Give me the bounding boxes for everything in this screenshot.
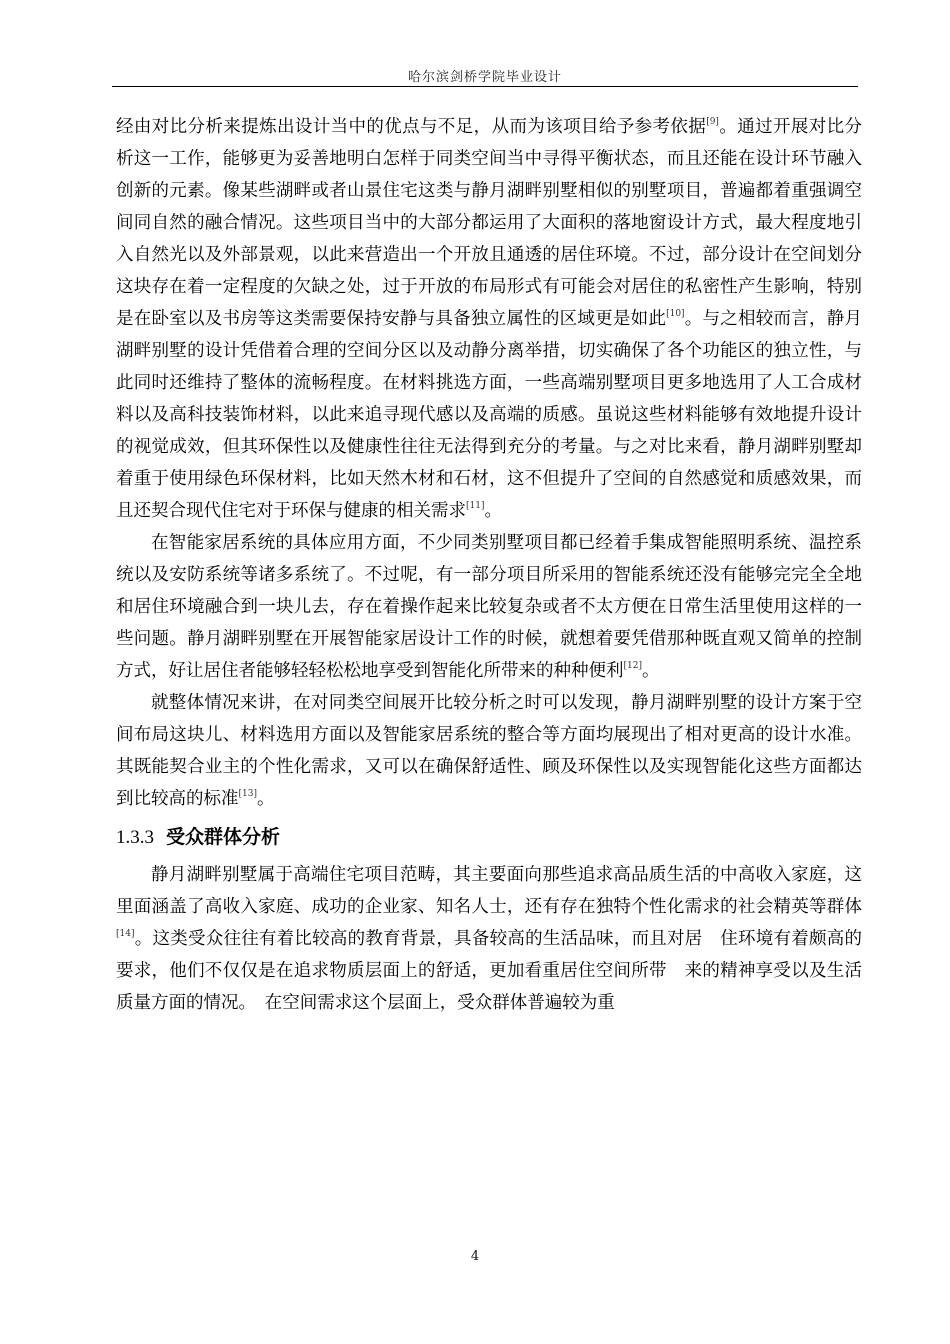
- citation-marker: [11]: [466, 501, 485, 511]
- paragraph-text: 。与之相较而言，静月湖畔别墅的设计凭借着合理的空间分区以及动静分离举措，切实确保了各个功能区的独立性，与此同时还维持了整体的流畅程度。在材料挑选方面，一些高端别墅项目更多地选用了人工合成材料以及高科技装饰材料，以此来追寻现代感以及高端的质感。虽说这些材料能够有效地提升设计的视觉成效，但其环保性以及健康性往往无法得到充分的考量。与之对比来看，静月湖畔别墅却着重于使用绿色环保材料，比如天然木材和石材，这不但提升了空间的自然感觉和质感效果，而且还契合现代住宅对于环保与健康的相关需求: [116, 309, 863, 521]
- section-title: 受众群体分析: [166, 826, 281, 848]
- citation-marker: [13]: [238, 789, 257, 799]
- paragraph-text: 。: [484, 501, 502, 521]
- paragraph-text: 经由对比分析来提炼出设计当中的优点与不足，从而为该项目给予参考依据: [116, 117, 707, 137]
- paragraph-audience-analysis: [116, 859, 862, 1019]
- section-number: 1.3.3: [116, 827, 154, 848]
- paragraph-text: 。: [256, 789, 275, 809]
- running-header: 哈尔滨剑桥学院毕业设计: [407, 70, 562, 85]
- paragraph-comparison-analysis: [116, 111, 862, 527]
- header-rule: [112, 86, 858, 87]
- citation-marker: [9]: [706, 117, 719, 127]
- body-text: [116, 111, 862, 1019]
- paragraph-text: 在智能家居系统的具体应用方面，不少同类别墅项目都已经着手集成智能照明系统、温控系统以及安防系统等诸多系统了。不过呢，有一部分项目所采用的智能系统还没有能够完完全全地和居住环境融合到一块儿去，存在着操作起来比较复杂或者不太方便在日常生活里使用这样的一些问题。静月湖畔别墅在开展智能家居设计工作的时候，就想着要凭借那种既直观又简单的控制方式，好让居住者能够轻轻松松地享受到智能化所带来的种种便利: [116, 533, 862, 681]
- paragraph-text: 。这类受众往往有着比较高的教育背景，具备较高的生活品味，而且对居 住环境有着颇高的要求，他们不仅仅是在追求物质层面上的舒适，更加看重居住空间所带 来的精神享受以及生活质量方面的情况。 在空间需求这个层面上，受众群体普遍较为重: [116, 929, 862, 1013]
- paragraph-text: 。通过开展对比分析这一工作，能够更为妥善地明白怎样于同类空间当中寻得平衡状态，而且还能在设计环节融入创新的元素。像某些湖畔或者山景住宅这类与静月湖畔别墅相似的别墅项目，普遍都着重强调空间同自然的融合情况。这些项目当中的大部分都运用了大面积的落地窗设计方式，最大程度地引入自然光以及外部景观，以此来营造出一个开放且通透的居住环境。不过，部分设计在空间划分这块存在着一定程度的欠缺之处，过于开放的布局形式有可能会对居住的私密性产生影响，特别是在卧室以及书房等这类需要保持安静与具备独立属性的区域更是如此: [116, 117, 863, 329]
- citation-marker: [14]: [116, 929, 135, 939]
- paragraph-smart-home: [116, 527, 862, 687]
- paragraph-text: 。: [641, 661, 660, 681]
- citation-marker: [12]: [623, 661, 642, 671]
- paragraph-text: 静月湖畔别墅属于高端住宅项目范畴，其主要面向那些追求高品质生活的中高收入家庭，这里面涵盖了高收入家庭、成功的企业家、知名人士，还有存在独特个性化需求的社会精英等群体: [116, 865, 862, 917]
- page-number: 4: [470, 1249, 480, 1264]
- paragraph-overall-summary: [116, 687, 862, 815]
- citation-marker: [10]: [666, 309, 685, 319]
- paragraph-text: 就整体情况来讲，在对同类空间展开比较分析之时可以发现，静月湖畔别墅的设计方案于空间布局这块儿、材料选用方面以及智能家居系统的整合等方面均展现出了相对更高的设计水准。其既能契合业主的个性化需求，又可以在确保舒适性、顾及环保性以及实现智能化这些方面都达到比较高的标准: [116, 693, 862, 809]
- section-heading: [116, 815, 862, 859]
